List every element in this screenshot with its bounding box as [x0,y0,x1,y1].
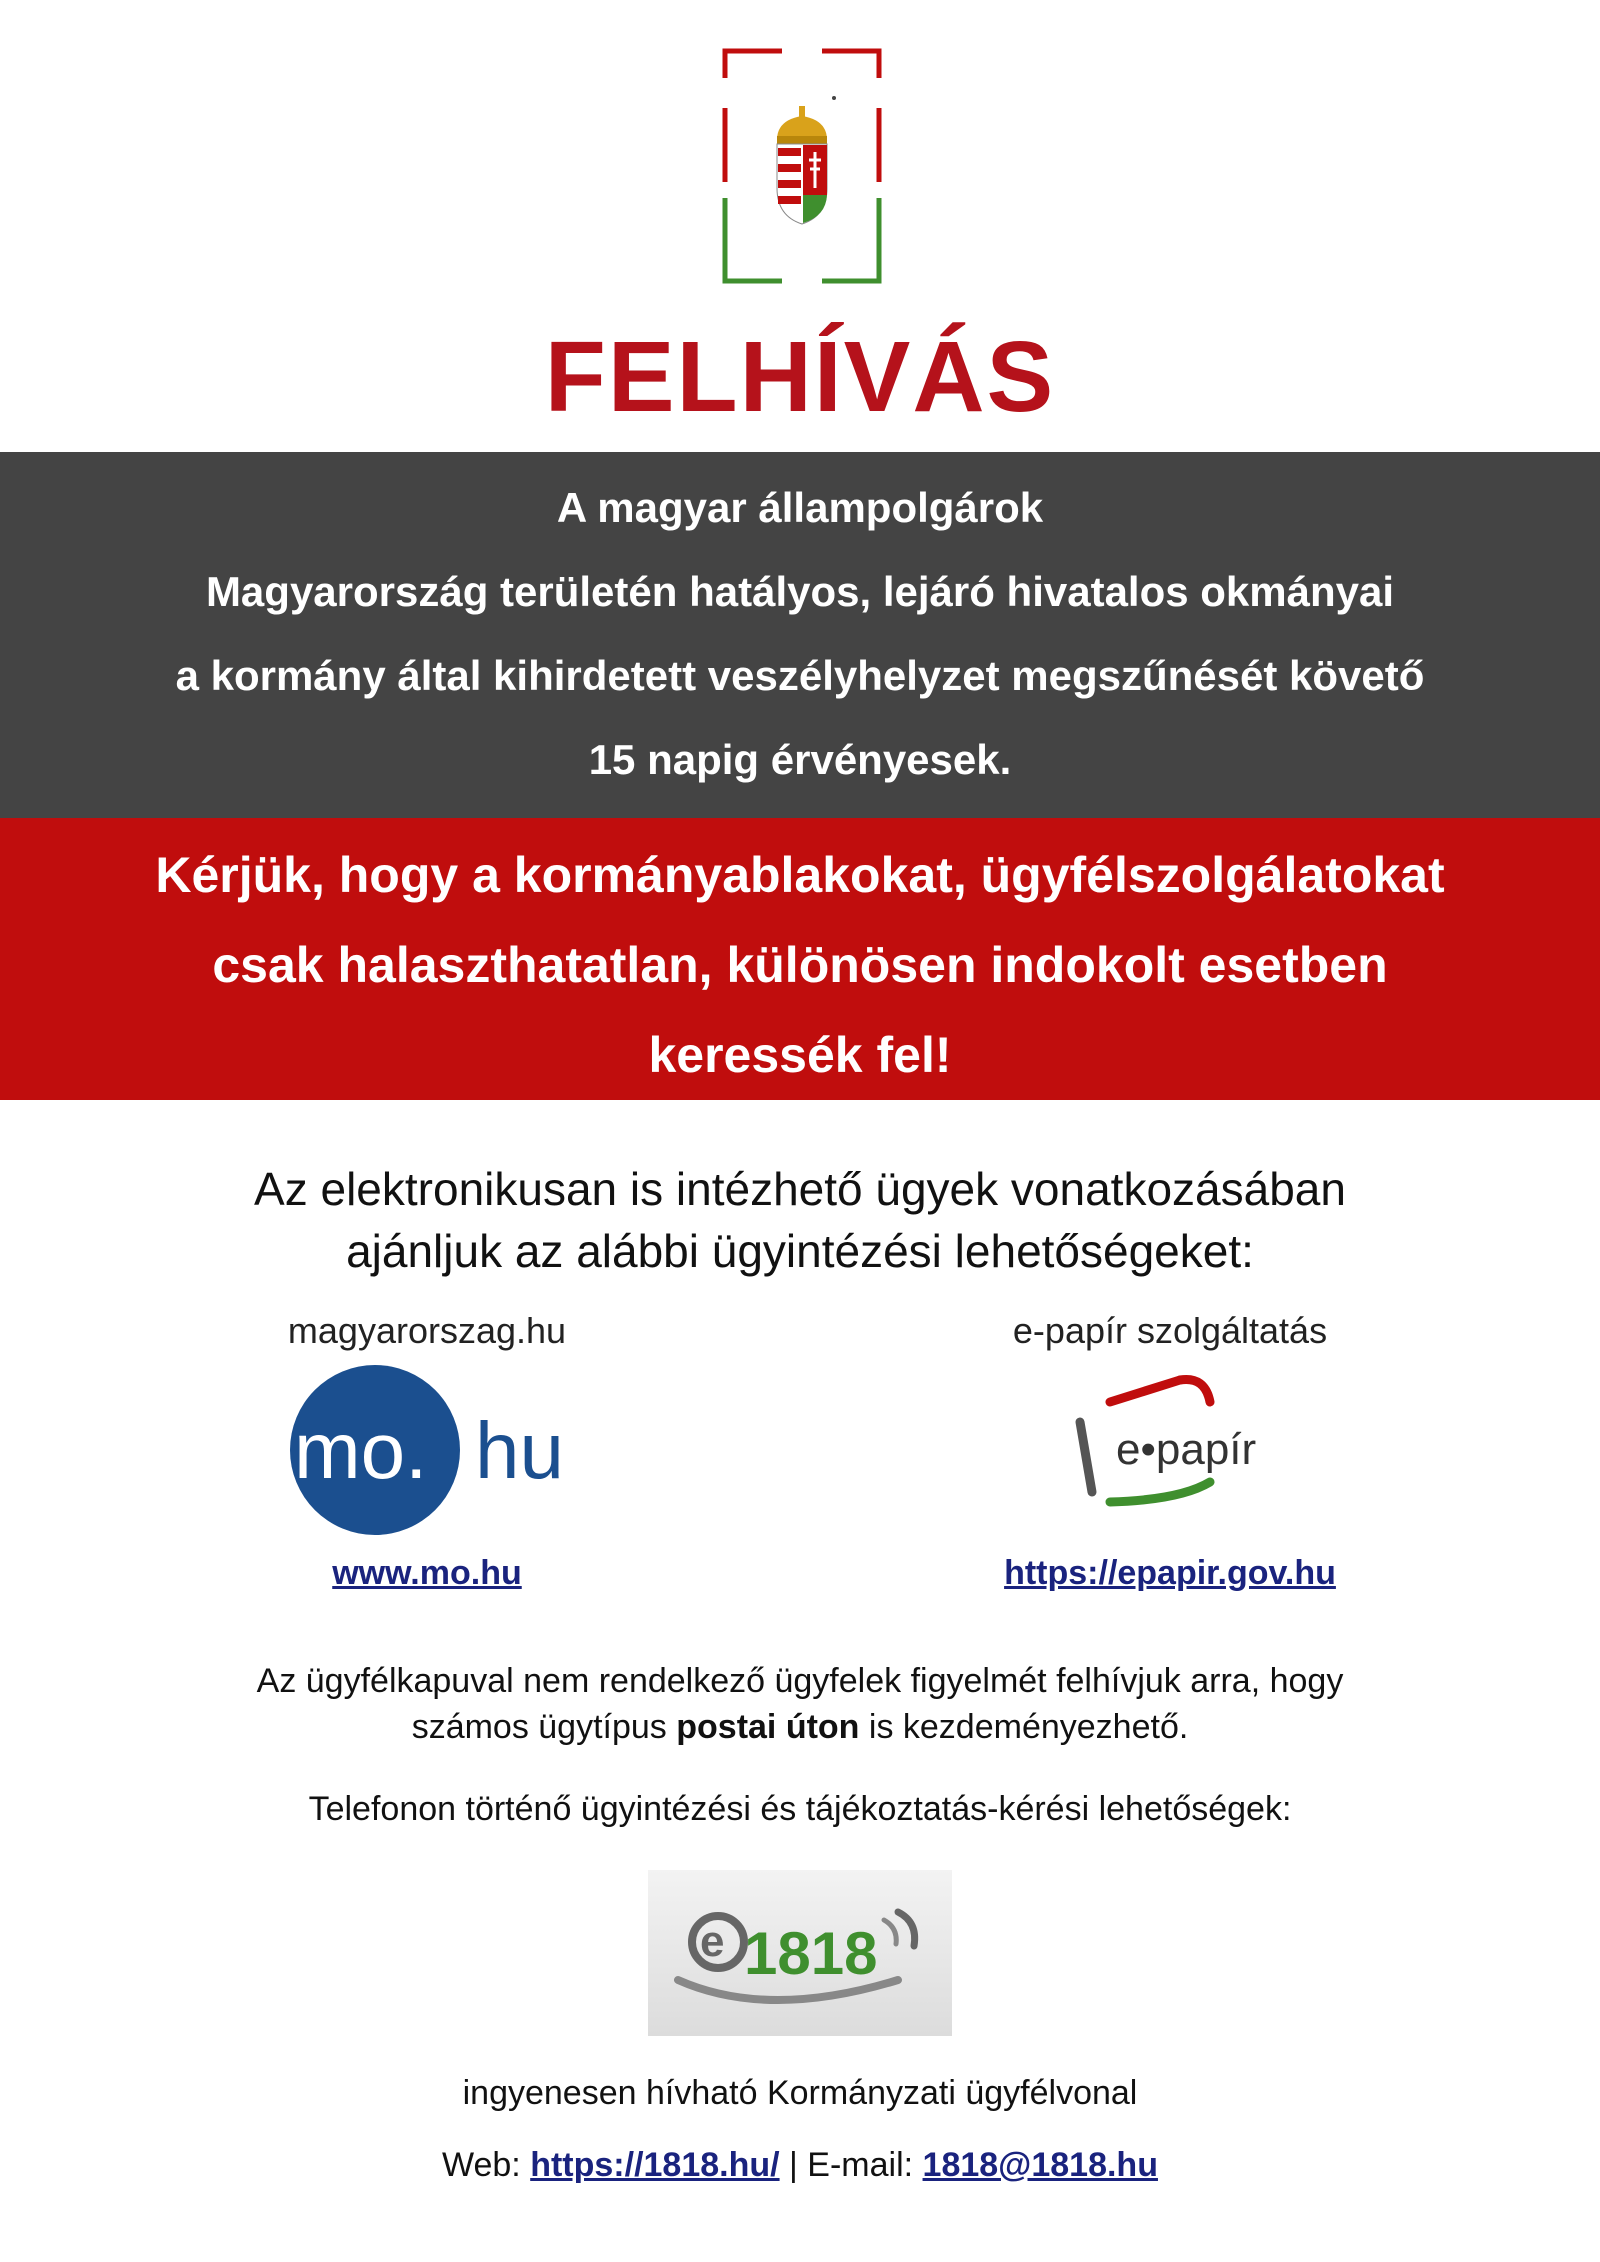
hu-logo-text: hu [475,1406,564,1495]
email-link[interactable]: 1818@1818.hu [922,2146,1158,2184]
epapir-link[interactable]: https://epapir.gov.hu [1004,1554,1336,1592]
mo-hu-link[interactable]: www.mo.hu [332,1554,522,1592]
request-line: keressék fel! [648,1027,952,1083]
intro-line: Az elektronikusan is intézhető ügyek vonatkozásában [254,1163,1346,1215]
postal-note-pre: számos ügytípus [411,1708,677,1746]
epapir-logo [1070,1372,1290,1532]
hotline-caption: ingyenesen hívható Kormányzati ügyfélvonal [462,2074,1138,2112]
web-label: Web: [442,2146,531,2184]
epapir-logo-text: e•papír [1116,1425,1257,1474]
svg-text:e: e [700,1917,725,1966]
postal-note-line: Az ügyfélkapuval nem rendelkező ügyfelek figyelmét felhívjuk arra, hogy [256,1662,1344,1700]
coat-of-arms-emblem [722,48,882,284]
postal-note-post: is kezdeményezhető. [859,1708,1189,1746]
electronic-options-intro [0,1158,1600,1282]
page-title: FELHÍVÁS [544,321,1056,433]
mo-hu-logo [280,1360,600,1540]
postal-note [0,1658,1600,1750]
notice-line: a kormány által kihirdetett veszélyhelyzet megszűnését követő [175,652,1425,699]
contact-footer [0,2146,1600,2185]
notice-line: Magyarország területén hatályos, lejáró hivatalos okmányai [205,568,1395,615]
postal-note-bold: postai úton [676,1708,860,1746]
request-band [0,818,1600,1100]
request-line: Kérjük, hogy a kormányablakokat, ügyfélszolgálatokat [155,847,1445,903]
e1818-logo [648,1870,952,2036]
email-label: | E-mail: [779,2146,923,2184]
request-line: csak halaszthatatlan, különösen indokolt esetben [212,937,1388,993]
notice-line: 15 napig érvényesek. [588,736,1012,783]
epapir-label: e-papír szolgáltatás [1012,1310,1328,1351]
phone-note: Telefonon történő ügyintézési és tájékoztatás-kérési lehetőségek: [308,1790,1292,1828]
mo-logo-text: mo. [294,1406,428,1495]
web-link[interactable]: https://1818.hu/ [530,2146,780,2184]
validity-notice-band [0,452,1600,818]
intro-line: ajánljuk az alábbi ügyintézési lehetőségeket: [346,1225,1254,1277]
e1818-logo-text: 1818 [744,1920,878,1987]
postal-note-line [0,1704,1600,1750]
notice-line: A magyar állampolgárok [556,484,1044,531]
magyarorszag-label: magyarorszag.hu [287,1310,567,1351]
